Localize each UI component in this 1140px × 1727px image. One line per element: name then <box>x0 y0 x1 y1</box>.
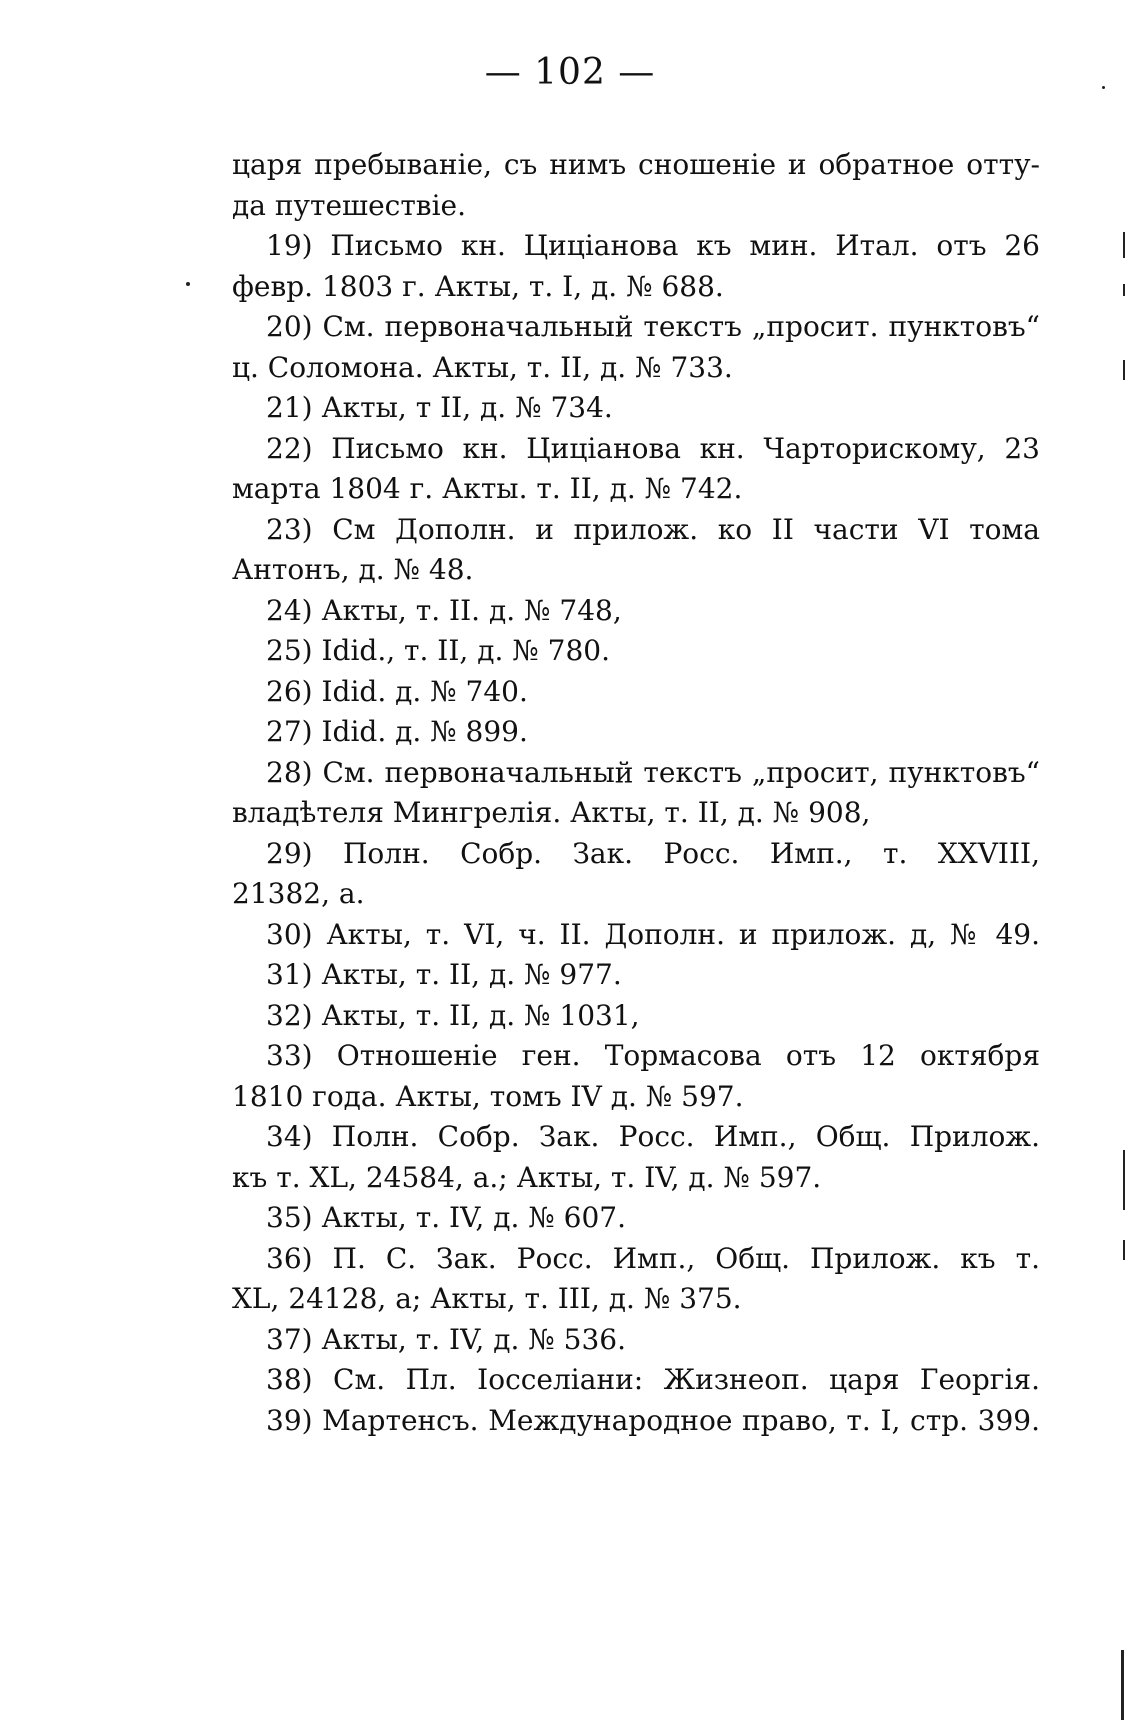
footnote-32: 32) Акты, т. II, д. № 1031, <box>266 998 640 1032</box>
footnote-29: 29) Полн. Собр. Зак. Росс. Имп., т. XXVIII, <box>266 836 1040 870</box>
footnote-27: 27) Idid. д. № 899. <box>266 715 528 748</box>
scan-speck <box>186 282 190 286</box>
text-line: февр. 1803 г. Акты, т. I, д. № 688. <box>232 269 724 303</box>
footnote-19: 19) Письмо кн. Циціанова къ мин. Итал. отъ 26 <box>266 229 1040 262</box>
scan-speck <box>1123 1240 1125 1260</box>
footnote-33: 33) Отношеніе ген. Тормасова отъ 12 октября <box>266 1039 1040 1072</box>
text-line: царя пребываніе, съ нимъ сношеніе и обратное отту- <box>232 148 1040 181</box>
footnote-23: 23) См Дополн. и прилож. ко II части VI тома <box>266 512 1040 546</box>
footnote-31: 31) Акты, т. II, д. № 977. <box>266 958 622 991</box>
footnote-34: 34) Полн. Собр. Зак. Росс. Имп., Общ. Прилож. <box>266 1120 1040 1153</box>
footnote-38: 38) См. Пл. Іосселіани: Жизнеоп. царя Георгія. <box>266 1363 1040 1396</box>
text-line: марта 1804 г. Акты. т. II, д. № 742. <box>232 472 743 505</box>
footnote-22: 22) Письмо кн. Циціанова кн. Чарторискому, 23 <box>266 431 1040 465</box>
footnote-28: 28) См. первоначальный текстъ „просит, пунктовъ“ <box>266 755 1040 789</box>
footnote-20: 20) См. первоначальный текстъ „просит. пунктовъ“ <box>266 310 1040 343</box>
footnote-30: 30) Акты, т. VI, ч. II. Дополн. и прилож. д, № 49. <box>266 917 1040 951</box>
footnote-24: 24) Акты, т. II. д. № 748, <box>266 593 622 627</box>
footnote-25: 25) Idid., т. II, д. № 780. <box>266 634 611 667</box>
footnote-36: 36) П. С. Зак. Росс. Имп., Общ. Прилож. къ т. <box>266 1241 1040 1275</box>
scan-speck <box>1121 1650 1124 1720</box>
scan-speck <box>1123 232 1125 258</box>
text-line: къ т. XL, 24584, а.; Акты, т. IV, д. № 597. <box>232 1160 822 1194</box>
page-number: — 102 — <box>484 52 656 93</box>
text-line: 1810 года. Акты, томъ IV д. № 597. <box>232 1079 744 1113</box>
text-line: ц. Соломона. Акты, т. II, д. № 733. <box>232 350 733 384</box>
scan-speck <box>1123 360 1125 380</box>
footnote-37: 37) Акты, т. IV, д. № 536. <box>266 1322 626 1356</box>
footnote-35: 35) Акты, т. IV, д. № 607. <box>266 1201 626 1234</box>
footnote-21: 21) Акты, т II, д. № 734. <box>266 391 613 424</box>
scan-speck <box>1102 86 1105 89</box>
text-line: да путешествіе. <box>232 188 466 222</box>
text-line: XL, 24128, а; Акты, т. III, д. № 375. <box>232 1282 742 1315</box>
footnotes-text <box>232 145 1040 1441</box>
footnote-26: 26) Idid. д. № 740. <box>266 674 528 708</box>
scan-speck <box>1123 284 1125 296</box>
footnote-39: 39) Мартенсъ. Международное право, т. I, стр. 399. <box>266 1403 1040 1437</box>
text-line: 21382, а. <box>232 877 365 910</box>
text-line: владѣтеля Мингрелія. Акты, т. II, д. № 908, <box>232 796 871 829</box>
text-line: Антонъ, д. № 48. <box>232 553 474 586</box>
scan-speck <box>1123 1150 1125 1210</box>
